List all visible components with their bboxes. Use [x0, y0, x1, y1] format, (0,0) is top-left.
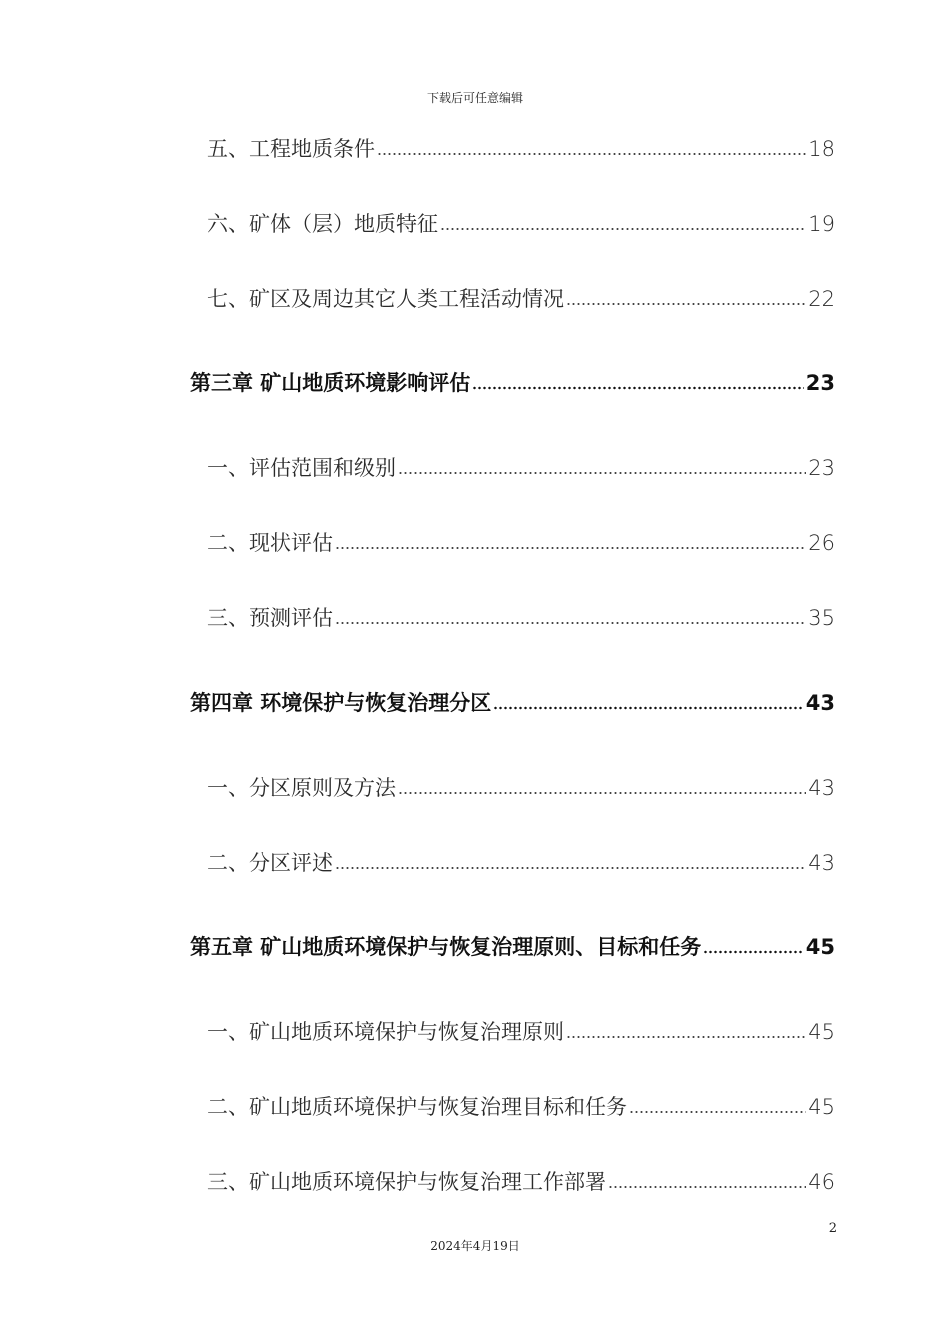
toc-entry-title: 三、预测评估: [207, 606, 333, 630]
toc-entry-title: 五、工程地质条件: [207, 137, 375, 161]
toc-leader-dots: [440, 225, 806, 231]
page-footer-date: 2024年4月19日: [430, 1239, 520, 1253]
toc-entry-page: 43: [808, 851, 835, 875]
toc-entry-title: 第五章 矿山地质环境保护与恢复治理原则、目标和任务: [190, 935, 702, 959]
toc-chapter-entry[interactable]: [190, 367, 835, 399]
toc-entry[interactable]: [207, 133, 835, 165]
toc-entry-page: 45: [805, 935, 835, 959]
toc-entry-page: 35: [808, 606, 835, 630]
toc-entry[interactable]: [207, 602, 835, 634]
toc-entry-title: 第四章 环境保护与恢复治理分区: [190, 691, 492, 715]
toc-entry-title: 第三章 矿山地质环境影响评估: [190, 371, 471, 395]
toc-entry[interactable]: [207, 527, 835, 559]
toc-entry-page: 19: [808, 212, 835, 236]
toc-entry-page: 18: [808, 137, 835, 161]
toc-entry-page: 23: [808, 456, 835, 480]
toc-entry-title: 六、矿体（层）地质特征: [207, 212, 438, 236]
toc-leader-dots: [398, 789, 806, 795]
toc-entry-page: 46: [808, 1170, 835, 1194]
toc-entry-page: 43: [805, 691, 835, 715]
toc-leader-dots: [629, 1108, 806, 1114]
toc-entry[interactable]: [207, 847, 835, 879]
toc-entry-title: 二、现状评估: [207, 531, 333, 555]
toc-entry-title: 七、矿区及周边其它人类工程活动情况: [207, 287, 564, 311]
toc-entry[interactable]: [207, 1016, 835, 1048]
toc-leader-dots: [335, 544, 806, 550]
toc-leader-dots: [335, 864, 806, 870]
toc-entry-page: 45: [808, 1020, 835, 1044]
toc-leader-dots: [608, 1183, 806, 1189]
toc-entry[interactable]: [207, 208, 835, 240]
page-header: 下载后可任意编辑: [426, 91, 523, 105]
toc-entry-title: 三、矿山地质环境保护与恢复治理工作部署: [207, 1170, 606, 1194]
toc-entry-page: 22: [808, 287, 835, 311]
toc-leader-dots: [377, 150, 806, 156]
toc-entry[interactable]: [207, 772, 835, 804]
toc-entry-page: 26: [808, 531, 835, 555]
toc-leader-dots: [566, 1033, 806, 1039]
toc-entry-page: 43: [808, 776, 835, 800]
toc-entry[interactable]: [207, 1091, 835, 1123]
toc-entry-title: 一、分区原则及方法: [207, 776, 396, 800]
toc-entry-page: 23: [805, 371, 835, 395]
toc-leader-dots: [398, 469, 806, 475]
toc-entry-title: 二、矿山地质环境保护与恢复治理目标和任务: [207, 1095, 627, 1119]
toc-leader-dots: [493, 704, 803, 710]
toc-chapter-entry[interactable]: [190, 687, 835, 719]
toc-entry-page: 45: [808, 1095, 835, 1119]
toc-leader-dots: [472, 384, 803, 390]
toc-entry-title: 一、矿山地质环境保护与恢复治理原则: [207, 1020, 564, 1044]
toc-entry[interactable]: [207, 452, 835, 484]
toc-entry-title: 一、评估范围和级别: [207, 456, 396, 480]
toc-leader-dots: [335, 619, 806, 625]
toc-chapter-entry[interactable]: [190, 931, 835, 963]
toc-entry[interactable]: [207, 283, 835, 315]
toc-entry-title: 二、分区评述: [207, 851, 333, 875]
toc-leader-dots: [703, 948, 803, 954]
page-number: 2: [828, 1221, 837, 1236]
toc-entry[interactable]: [207, 1166, 835, 1198]
toc-leader-dots: [566, 300, 806, 306]
